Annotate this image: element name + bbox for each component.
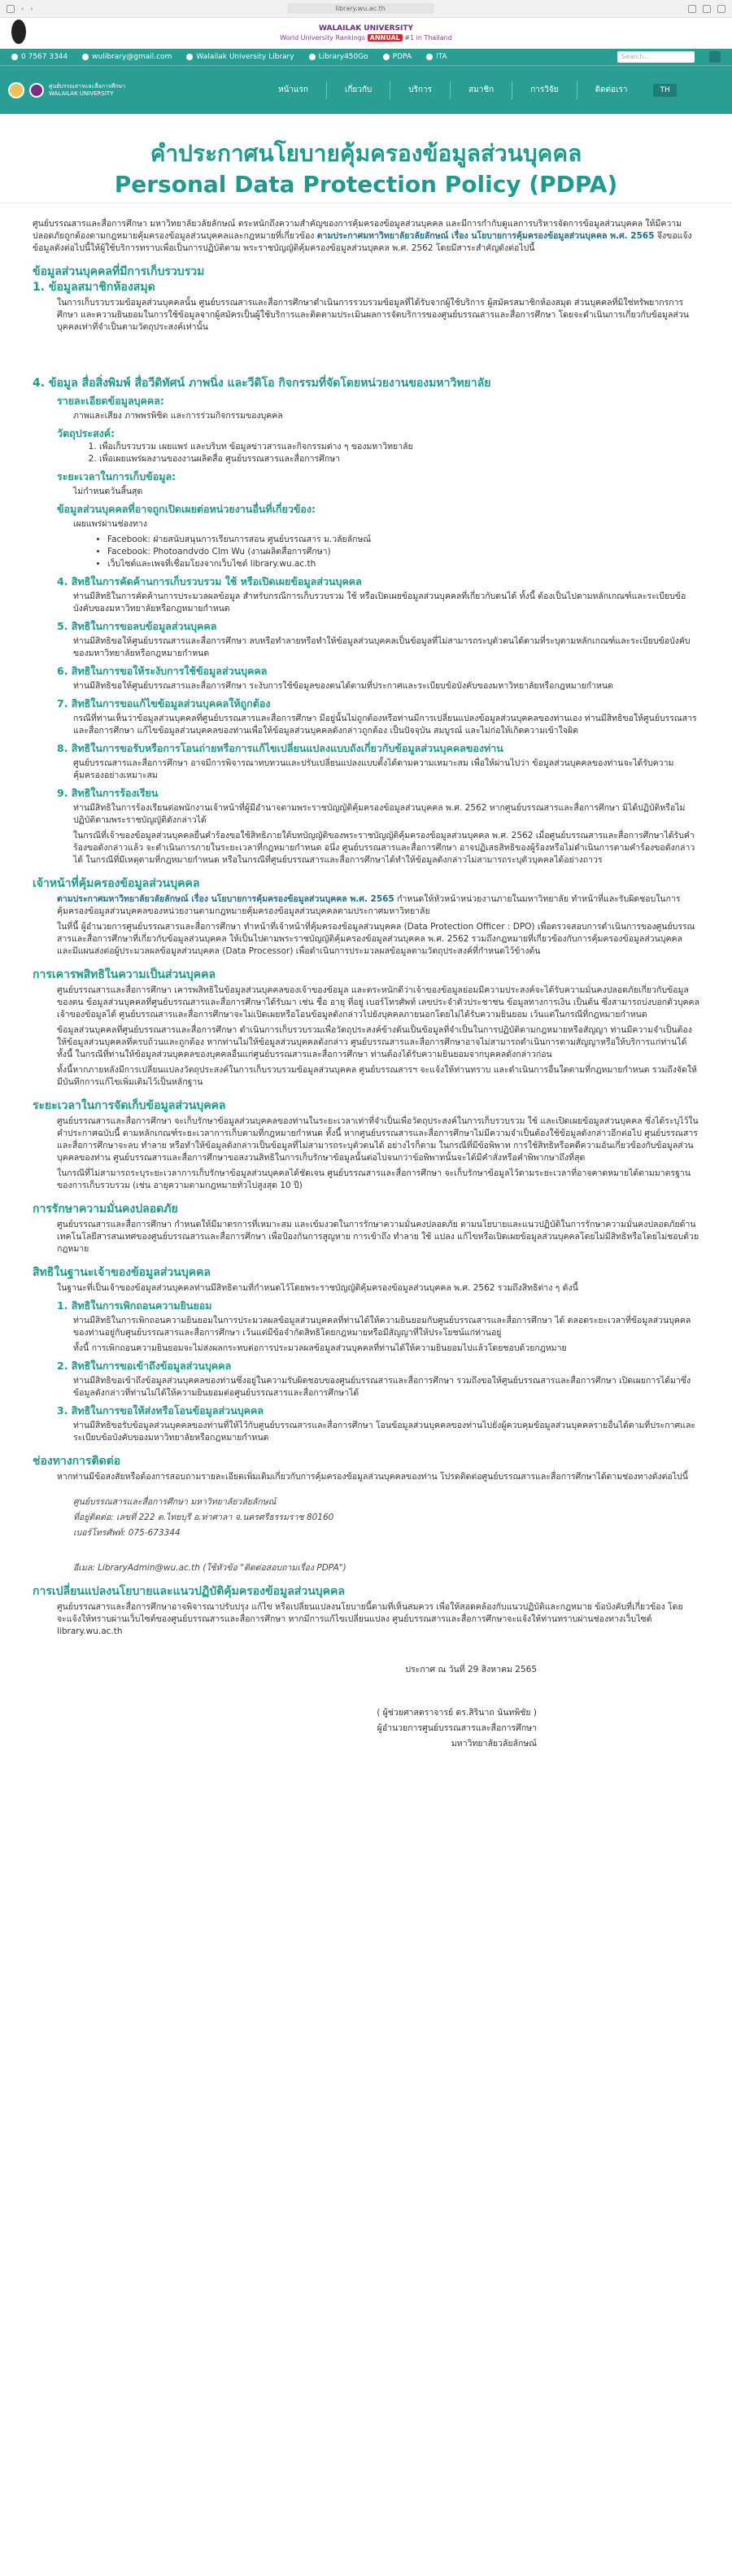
purpose-item: 2. เพื่อเผยแพร่ผลงานของงานผลิตสื่อ ศูนย์บรรณสารและสื่อการศึกษา — [99, 453, 699, 465]
email-link[interactable]: wulibrary@gmail.com — [82, 53, 172, 61]
right-text-extra: ในกรณีที่เจ้าของข้อมูลส่วนบุคคลยื่นคำร้องขอใช้สิทธิภายใต้บทบัญญัติของพระราชบัญญัติคุ้มครองข้อมูลส่วนบุคคล พ.ศ. 2562 เมื่อศูนย์บรรณสารและสื่อการศึกษาได้รับคำร้องขอดังกล่าวแล้ว จะดำเนินการภายในระยะเวลาที่กฎหมายกำหนด อนึ่ง ศูนย์บรรณสารและสื่อการศึกษา อาจปฏิเสธสิทธิของผู้ร้องหรือไม่ดำเนินการตามคำร้องขอดังกล่าวได้ ในกรณีที่มีเหตุตามที่กฎหมายกำหนด หรือในกรณีที่ศูนย์บรรณสารและสื่อการศึกษาได้ทำให้ข้อมูลดังกล่าวไม่สามารถระบุตัวบุคคลได้อย่างถาวร — [73, 831, 695, 865]
contact-bar — [0, 49, 732, 65]
retention-text: ศูนย์บรรณสารและสื่อการศึกษา จะเก็บรักษาข้อมูลส่วนบุคคลของท่านในระยะเวลาเท่าที่จำเป็นเพื่อวัตถุประสงค์ในการเก็บรวบรวม ใช้ และเปิดเผยข้อมูลส่วนบุคคล ซึ่งได้ระบุไว้ในคำประกาศฉบับนี้ ตามหลักเกณฑ์ระยะเวลาการเก็บตามที่กฎหมายกำหนด ทั้งนี้ หากศูนย์บรรณสารและสื่อการศึกษาไม่มีความจำเป็นต้องใช้ข้อมูลดังกล่าวอีกต่อไป ศูนย์บรรณสารและสื่อการศึกษาจะลบ ทำลาย หรือทำให้ข้อมูลดังกล่าวเป็นข้อมูลที่ไม่สามารถระบุตัวตนได้ อย่างไรก็ตาม ในกรณีที่มีข้อพิพาท การใช้สิทธิหรือคดีความอันเกี่ยวข้องกับข้อมูลส่วนบุคคลของท่าน ศูนย์บรรณสารและสื่อการศึกษาขอสงวนสิทธิในการเก็บรักษาข้อมูลนั้นต่อไปจนกว่าข้อพิพาทนั้นจะได้มีคำสั่งหรือคำพิพากษาถึงที่สุด — [57, 1116, 699, 1163]
right-title: 9. สิทธิในการร้องเรียน — [57, 787, 159, 799]
tabs-icon[interactable] — [717, 5, 725, 13]
right-title: 4. สิทธิในการคัดค้านการเก็บรวบรวม ใช้ หรือเปิดเผยข้อมูลส่วนบุคคล — [57, 575, 362, 587]
library-seal-icon — [29, 83, 44, 98]
nav-about[interactable]: เกี่ยวกับ — [327, 81, 390, 99]
new-tab-icon[interactable] — [703, 5, 711, 13]
owner-right-text: ท่านมีสิทธิในการเพิกถอนความยินยอมในการประมวลผลข้อมูลส่วนบุคคลที่ท่านได้ให้ความยินยอมกับศูนย์บรรณสารและสื่อการศึกษา ได้ ตลอดระยะเวลาที่ข้อมูลส่วนบุคคลของท่านอยู่กับศูนย์บรรณสารและสื่อการศึกษา เว้นแต่มีข้อจำกัดสิทธิโดยกฎหมายหรือมีสัญญาที่ให้ประโยชน์แก่ท่านอยู่ — [73, 1316, 691, 1338]
contact-phone: เบอร์โทรศัพท์: 075-673344 — [73, 1528, 181, 1538]
page-title-en: Personal Data Protection Policy (PDPA) — [114, 171, 618, 198]
shield-icon — [383, 54, 390, 60]
channel-item: • Facebook: Photoandvdo Clm Wu (งานผลิตสื่อการศึกษา) — [107, 546, 699, 558]
page-hero — [0, 114, 732, 203]
search-button[interactable] — [709, 51, 721, 63]
facebook-icon — [186, 54, 193, 60]
right-title: 5. สิทธิในการขอลบข้อมูลส่วนบุคคล — [57, 620, 217, 632]
contact-email[interactable]: อีเมล: LibraryAdmin@wu.ac.th (ใช้หัวข้อ "ติดต่อสอบถามเรื่อง PDPA") — [73, 1563, 346, 1573]
nav-contact[interactable]: ติดต่อเรา — [595, 85, 628, 94]
right-text: ท่านมีสิทธิในการร้องเรียนต่อพนักงานเจ้าหน้าที่ผู้มีอำนาจตามพระราชบัญญัติคุ้มครองข้อมูลส่วนบุคคล พ.ศ. 2562 หากศูนย์บรรณสารและสื่อการศึกษา มิได้ปฏิบัติหรือไม่ปฏิบัติตามพระราชบัญญัติดังกล่าวได้ — [73, 803, 686, 825]
detail-label: รายละเอียดข้อมูลบุคคล: — [57, 395, 164, 407]
mourning-ribbon-icon — [11, 20, 26, 44]
changes-title: การเปลี่ยนแปลงนโยบายและแนวปฏิบัติคุ้มครองข้อมูลส่วนบุคคล — [33, 1585, 345, 1598]
right-text: ท่านมีสิทธิในการคัดค้านการประมวลผลข้อมูล สำหรับกรณีการเก็บรวบรวม ใช้ หรือเปิดเผยข้อมูลส่วนบุคคลที่เกี่ยวกับตนได้ ทั้งนี้ ต้องเป็นไปตามหลักเกณฑ์และระเบียบข้อบังคับของมหาวิทยาลัยหรือกฎหมายกำหนด — [73, 592, 686, 613]
safety-title: การรักษาความมั่นคงปลอดภัย — [33, 1203, 178, 1216]
signer-position: ผู้อำนวยการศูนย์บรรณสารและสื่อการศึกษา — [377, 1723, 537, 1733]
library450-link[interactable]: Library450Go — [309, 53, 368, 61]
purpose-item: 1. เพื่อเก็บรวบรวม เผยแพร่ และบริบท ข้อมูลข่าวสารและกิจกรรมต่าง ๆ ของมหาวิทยาลัย — [99, 441, 699, 453]
owner-rights-intro: ในฐานะที่เป็นเจ้าของข้อมูลส่วนบุคคลท่านมีสิทธิตามที่กำหนดไว้โดยพระราชบัญญัติคุ้มครองข้อมูลส่วนบุคคล พ.ศ. 2562 รวมถึงสิทธิต่าง ๆ ดังนี้ — [57, 1283, 578, 1293]
right-text: ท่านมีสิทธิขอให้ศูนย์บรรณสารและสื่อการศึกษา ลบหรือทำลายหรือทำให้ข้อมูลส่วนบุคคลเป็นข้อมูลที่ไม่สามารถระบุตัวตนได้ตามที่ระบุตามหลักเกณฑ์และระเบียบข้อบังคับของมหาวิทยาลัยหรือกฎหมายกำหนด — [73, 636, 691, 658]
contact-channels-title: ช่องทางการติดต่อ — [33, 1455, 121, 1468]
dpo-text2: ในที่นี้ ผู้อำนวยการศูนย์บรรณสารและสื่อการศึกษา ทำหน้าที่เจ้าหน้าที่คุ้มครองข้อมูลส่วนบุคคล (Data Protection Officer : DPO) เพื่อตรวจสอบการดำเนินการของศูนย์บรรณสารและสื่อการศึกษาที่เกี่ยวกับข้อมูลส่วนบุคคล ให้เป็นไปตามพระราชบัญญัติคุ้มครองข้อมูลส่วนบุคคล พ.ศ. 2562 รวมถึงกฎหมายที่เกี่ยวข้องกับการคุ้มครองข้อมูลส่วนบุคคล และมีแผนส่งต่อผู้ประมวลผลข้อมูลส่วนบุคคล (Data Processor) เพื่อดำเนินการประมวลผลข้อมูลตามวัตถุประสงค์ที่กำหนดไว้ข้างต้น — [57, 922, 695, 956]
forward-icon[interactable]: › — [30, 5, 33, 12]
contact-address: ที่อยู่ติดต่อ: เลขที่ 222 ต.ไทยบุรี อ.ท่าศาลา จ.นครศรีธรรมราช 80160 — [73, 1513, 334, 1522]
privacy-text: ศูนย์บรรณสารและสื่อการศึกษา เคารพสิทธิในข้อมูลส่วนบุคคลของเจ้าของข้อมูล และตระหนักดีว่าเจ้าของข้อมูลย่อมมีความประสงค์จะได้รับความมั่นคงปลอดภัยเกี่ยวกับข้อมูลของตน ข้อมูลส่วนบุคคลที่ศูนย์บรรณสารและสื่อการศึกษาได้รับมา เช่น ชื่อ อายุ ที่อยู่ เบอร์โทรศัพท์ เลขประจำตัวประชาชน ข้อมูลทางการเงิน เป็นต้น ซึ่งสามารถบ่งบอกตัวบุคคลเจ้าของข้อมูลได้ ศูนย์บรรณสารและสื่อการศึกษาจะไม่เปิดเผยหรือโอนข้อมูลดังกล่าวไปยังบุคคลภายนอกโดยไม่ได้รับความยินยอม เว้นแต่ในกรณีที่กฎหมายกำหนด — [57, 985, 700, 1019]
announce-date: ประกาศ ณ วันที่ 29 สิงหาคม 2565 — [405, 1665, 537, 1674]
sidebar-icon[interactable] — [7, 5, 15, 13]
right-title: 6. สิทธิในการขอให้ระงับการใช้ข้อมูลส่วนบุคคล — [57, 665, 268, 677]
period-label: ระยะเวลาในการเก็บข้อมูล: — [57, 470, 176, 482]
nav-research[interactable]: การวิจัย — [512, 81, 577, 99]
channel-item: • เว็บไซต์และเพจที่เชื่อมโยงจากเว็บไซต์ library.wu.ac.th — [107, 558, 699, 570]
content — [0, 218, 732, 1750]
member-data-title: 1. ข้อมูลสมาชิกห้องสมุด — [33, 281, 155, 294]
owner-right-text: ท่านมีสิทธิขอเข้าถึงข้อมูลส่วนบุคคลของท่านซึ่งอยู่ในความรับผิดชอบของศูนย์บรรณสารและสื่อการศึกษา รวมถึงขอให้ศูนย์บรรณสารและสื่อการศึกษา เปิดเผยการได้มาซึ่งข้อมูลดังกล่าวที่ท่านไม่ได้ให้ความยินยอมต่อศูนย์บรรณสารและสื่อการศึกษาได้ — [73, 1376, 691, 1398]
right-text: กรณีที่ท่านเห็นว่าข้อมูลส่วนบุคคลที่ศูนย์บรรณสารและสื่อการศึกษา มีอยู่นั้นไม่ถูกต้องหรือท่านมีการเปลี่ยนแปลงข้อมูลส่วนบุคคลของท่านเอง ท่านมีสิทธิขอให้ศูนย์บรรณสารและสื่อการศึกษา แก้ไขข้อมูลส่วนบุคคลของท่านเพื่อให้ข้อมูลส่วนบุคคลดังกล่าวถูกต้อง เป็นปัจจุบัน สมบูรณ์ และไม่ก่อให้เกิดความเข้าใจผิด — [73, 714, 697, 736]
pdpa-link[interactable]: PDPA — [383, 53, 412, 61]
main-nav — [0, 65, 732, 114]
retention-title: ระยะเวลาในการจัดเก็บข้อมูลส่วนบุคคล — [33, 1099, 226, 1112]
signer-name: ( ผู้ช่วยศาสตราจารย์ ดร.สิรินาถ นันทพิชัย ) — [377, 1708, 537, 1718]
nav-services[interactable]: บริการ — [390, 81, 451, 99]
owner-rights-title: สิทธิในฐานะเจ้าของข้อมูลส่วนบุคคล — [33, 1266, 211, 1279]
privacy-title: การเคารพสิทธิในความเป็นส่วนบุคคล — [33, 968, 216, 981]
retention-text2: ในกรณีที่ไม่สามารถระบุระยะเวลาการเก็บรักษาข้อมูลส่วนบุคคลได้ชัดเจน ศูนย์บรรณสารและสื่อการศึกษา จะเก็บรักษาข้อมูลไว้ตามระยะเวลาที่อาจคาดหมายได้ตามมาตรฐานของการเก็บรวบรวม (เช่น อายุความตามกฎหมายทั่วไปสูงสุด 10 ปี) — [57, 1168, 691, 1190]
ita-link[interactable]: ITA — [426, 53, 447, 61]
nav-members[interactable]: สมาชิก — [451, 81, 512, 99]
phone-icon — [11, 54, 18, 60]
browser-bar — [0, 0, 732, 18]
nav-home[interactable]: หน้าแรก — [260, 81, 327, 99]
phone-link[interactable]: 0 7567 3344 — [11, 53, 68, 61]
owner-right-text: ท่านมีสิทธิขอรับข้อมูลส่วนบุคคลของท่านที่ให้ไว้กับศูนย์บรรณสารและสื่อการศึกษา โอนข้อมูลส่วนบุคคลของท่านไปยังผู้ควบคุมข้อมูลส่วนบุคคลรายอื่นได้ตามที่ประกาศและระเบียบข้อบังคับของมหาวิทยาลัยหรือกฎหมายกำหนด — [73, 1421, 696, 1443]
collected-title: ข้อมูลส่วนบุคคลที่มีการเก็บรวบรวม — [33, 265, 205, 278]
disclose-label: ข้อมูลส่วนบุคคลที่อาจถูกเปิดเผยต่อหน่วยงานอื่นที่เกี่ยวข้อง: — [57, 503, 316, 515]
ranking-text: World University Rankings ANNUAL #1 in Thailand — [280, 34, 452, 41]
purpose-label: วัตถุประสงค์: — [57, 427, 115, 439]
owner-right-title: 3. สิทธิในการขอให้ส่งหรือโอนข้อมูลส่วนบุคคล — [57, 1404, 264, 1417]
detail-text: ภาพและเสียง ภาพพรพิชิต และการร่วมกิจกรรมของบุคคล — [73, 411, 283, 421]
safety-text: ศูนย์บรรณสารและสื่อการศึกษา กำหนดให้มีมาตรการที่เหมาะสม และเข้มงวดในการรักษาความมั่นคงปลอดภัย ตามนโยบายและแนวปฏิบัติในการรักษาความมั่นคงปลอดภัยด้านเทคโนโลยีสารสนเทศของศูนย์บรรณสารและสื่อการศึกษา เพื่อป้องกันการสูญหาย การเข้าถึง ทำลาย ใช้ แปลง แก้ไขหรือเปิดเผยข้อมูลส่วนบุคคลโดยไม่มีสิทธิหรือโดยไม่ชอบด้วยกฎหมาย — [57, 1220, 699, 1254]
page-title-th: คำประกาศนโยบายคุ้มครองข้อมูลส่วนบุคคล — [150, 140, 582, 167]
owner-right-text2: ทั้งนี้ การเพิกถอนความยินยอมจะไม่ส่งผลกระทบต่อการประมวลผลข้อมูลส่วนบุคคลที่ท่านได้ให้ความยินยอมไปแล้วโดยชอบด้วยกฎหมาย — [73, 1343, 567, 1353]
owner-right-title: 1. สิทธิในการเพิกถอนความยินยอม — [57, 1299, 212, 1312]
site-logo[interactable]: ศูนย์บรรณสารและสื่อการศึกษา WALAILAK UNIVERSITY — [8, 82, 252, 98]
top-banner — [0, 18, 732, 49]
right-title: 8. สิทธิในการขอรับหรือการโอนถ่ายหรือการแก้ไขเปลี่ยนแปลงแบบถังเกี่ยวกับข้อมูลส่วนบุคคลของท่าน — [57, 742, 503, 754]
dpo-title: เจ้าหน้าที่คุ้มครองข้อมูลส่วนบุคคล — [33, 877, 200, 890]
contact-org: ศูนย์บรรณสารและสื่อการศึกษา มหาวิทยาลัยวลัยลักษณ์ — [73, 1497, 277, 1507]
right-text: ศูนย์บรรณสารและสื่อการศึกษา อาจมีการพิจารณาทบทวนและปรับเปลี่ยนแปลงแบบตั้งได้ตามความเหมาะสม เพื่อให้ผ่านไปว่า ข้อมูลส่วนบุคคลของท่านจะได้รับความคุ้มครองอย่างเหมาะสม — [73, 758, 674, 780]
intro-paragraph: ศูนย์บรรณสารและสื่อการศึกษา มหาวิทยาลัยวลัยลักษณ์ ตระหนักถึงความสำคัญของการคุ้มครองข้อมูลส่วนบุคคล และมีการกำกับดูแลการบริหารจัดการข้อมูลส่วนบุคคล ให้มีความปลอดภัยถูกต้องตามกฎหมายคุ้มครองข้อมูลส่วนบุคคลและกฎหมายที่เกี่ยวข้อง ตามประกาศมหาวิทยาลัยวลัยลักษณ์ เรื่อง นโยบายการคุ้มครองข้อมูลส่วนบุคคล พ.ศ. 2565 จึงขอแจ้งข้อมูลดังต่อไปนี้ให้ผู้ใช้บริการทราบเพื่อเป็นการปฏิบัติตาม พระราชบัญญัติคุ้มครองข้อมูลส่วนบุคคล พ.ศ. 2562 โดยมีสาระสำคัญดังต่อไปนี้ — [33, 219, 692, 253]
right-text: ท่านมีสิทธิขอให้ศูนย์บรรณสารและสื่อการศึกษา ระงับการใช้ข้อมูลของตนได้ตามที่ประกาศและระเบียบข้อบังคับของมหาวิทยาลัยหรือกฎหมายกำหนด — [73, 681, 613, 691]
back-icon[interactable]: ‹ — [21, 5, 24, 12]
share-icon[interactable] — [688, 5, 696, 13]
address-bar[interactable]: library.wu.ac.th — [39, 3, 682, 14]
doc-icon — [426, 54, 433, 60]
signer-org: มหาวิทยาลัยวลัยลักษณ์ — [451, 1739, 537, 1749]
member-data-text: ในการเก็บรวบรวมข้อมูลส่วนบุคคลนั้น ศูนย์บรรณสารและสื่อการศึกษาดำเนินการรวบรวมข้อมูลที่ได้รับจากผู้ใช้บริการ ผู้สมัครสมาชิกห้องสมุด ส่วนบุคคลที่มิใช่ทรัพยากรการศึกษา และความยินยอมในการใช้ข้อมูลจากผู้สมัครเป็นผู้ใช้บริการและติดตามประเมินผลการจัดบริการของศูนย์บรรณสารและสื่อการศึกษา โดยจะดำเนินการเกี่ยวกับข้อมูลส่วนบุคคลเท่าที่จำเป็นตามวัตถุประสงค์เท่านั้น — [57, 298, 689, 332]
privacy-text2: ข้อมูลส่วนบุคคลที่ศูนย์บรรณสารและสื่อการศึกษา ดำเนินการเก็บรวบรวมเพื่อวัตถุประสงค์ข้างต้นเป็นข้อมูลที่จำเป็นในการปฏิบัติตามกฎหมายหรือสัญญา ท่านมีความจำเป็นต้องให้ข้อมูลส่วนบุคคลที่ครบถ้วนและถูกต้อง หากท่านไม่ให้ข้อมูลส่วนบุคคลดังกล่าว ศูนย์บรรณสารและสื่อการศึกษาอาจไม่สามารถดำเนินการตามสัญญาหรือให้บริการแก่ท่านได้ ทั้งนี้ ในกรณีที่ท่านให้ข้อมูลส่วนบุคคลของบุคคลอื่นแก่ศูนย์บรรณสารและสื่อการศึกษา ท่านต้องได้รับความยินยอมจากบุคคลดังกล่าวก่อน — [57, 1025, 692, 1059]
dpo-text: ตามประกาศมหาวิทยาลัยวลัยลักษณ์ เรื่อง นโยบายการคุ้มครองข้อมูลส่วนบุคคล พ.ศ. 2565 กำหนดให้หัวหน้าหน่วยงานภายในมหาวิทยาลัย ทำหน้าที่และรับผิดชอบในการคุ้มครองข้อมูลส่วนบุคคลของหน่วยงานตามกฎหมายคุ้มครองข้อมูลส่วนบุคคลตามประกาศมหาวิทยาลัย — [57, 894, 681, 916]
disclose-intro: เผยแพร่ผ่านช่องทาง — [73, 519, 147, 529]
university-seal-icon — [8, 82, 24, 98]
privacy-text3: ทั้งนี้หากภายหลังมีการเปลี่ยนแปลงวัตถุประสงค์ในการเก็บรวบรวมข้อมูลส่วนบุคคล ศูนย์บรรณสารฯ จะแจ้งให้ท่านทราบ และดำเนินการอื่นใดตามที่กฎหมายกำหนด รวมถึงจัดให้มีบันทึกการแก้ไขเพิ่มเติมไว้เป็นหลักฐาน — [57, 1065, 697, 1087]
right-title: 7. สิทธิในการขอแก้ไขข้อมูลส่วนบุคคลให้ถูกต้อง — [57, 697, 271, 709]
channel-item: • Facebook: ฝ่ายสนับสนุนการเรียนการสอน ศูนย์บรรณสาร ม.วลัยลักษณ์ — [107, 534, 699, 546]
search-input[interactable]: Search... — [617, 51, 695, 63]
facebook-link[interactable]: Walailak University Library — [186, 53, 294, 61]
language-switcher[interactable]: TH — [653, 84, 676, 97]
owner-right-title: 2. สิทธิในการขอเข้าถึงข้อมูลส่วนบุคคล — [57, 1360, 232, 1372]
banner-title: WALAILAK UNIVERSITY — [318, 24, 414, 33]
globe-icon — [309, 54, 316, 60]
mail-icon — [82, 54, 89, 60]
changes-text: ศูนย์บรรณสารและสื่อการศึกษาอาจพิจารณาปรับปรุง แก้ไข หรือเปลี่ยนแปลงนโยบายนี้ตามที่เห็นสมควร เพื่อให้สอดคล้องกับแนวปฏิบัติและกฎหมาย ข้อบังคับที่เกี่ยวข้อง โดยจะแจ้งให้ทราบผ่านเว็บไซต์ของศูนย์บรรณสารและสื่อการศึกษา หากมีการแก้ไขเปลี่ยนแปลง ศูนย์บรรณสารและสื่อการศึกษาจะแจ้งให้ท่านทราบผ่านช่องทางเว็บไซต์ library.wu.ac.th — [57, 1602, 683, 1636]
media-section-title: 4. ข้อมูล สื่อสิ่งพิมพ์ สื่อวีดิทัศน์ ภาพนิ่ง และวีดิโอ กิจกรรมที่จัดโดยหน่วยงานของมหาวิทยาลัย — [33, 377, 491, 390]
contact-channels-text: หากท่านมีข้อสงสัยหรือต้องการสอบถามรายละเอียดเพิ่มเติมเกี่ยวกับการคุ้มครองข้อมูลส่วนบุคคลของท่าน โปรดติดต่อศูนย์บรรณสารและสื่อการศึกษาได้ตามช่องทางดังต่อไปนี้ — [57, 1472, 688, 1482]
period-text: ไม่กำหนดวันสิ้นสุด — [73, 487, 143, 496]
